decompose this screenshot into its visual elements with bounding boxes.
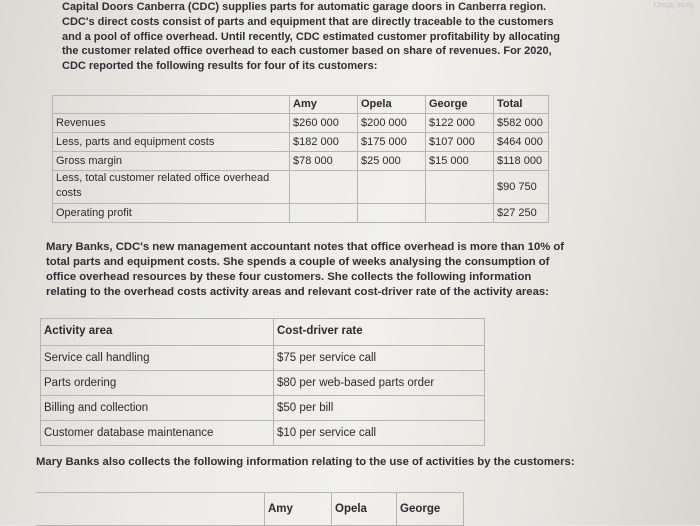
watermark: Chegg Study	[653, 2, 694, 9]
table-row	[41, 421, 485, 446]
table-cell	[426, 204, 494, 223]
activity-rate: $75 per service call	[274, 346, 485, 371]
header-opela: Opela	[332, 493, 397, 526]
table-cell	[358, 204, 426, 223]
header-opela: Opela	[358, 96, 426, 114]
activity-rate: $80 per web-based parts order	[274, 371, 485, 396]
analysis-paragraph: Mary Banks, CDC's new management accountant notes that office overhead is more than 10% of total parts and equipment costs. She spends a couple of weeks analysing the consumption of office overhead resources by these four customers. She collects the following information relating to the overhead costs activity areas and relevant cost-driver rate of the activity areas:	[46, 241, 565, 298]
table-cell: $260 000	[290, 114, 358, 133]
table-row	[53, 114, 549, 133]
table-cell: $90 750	[494, 171, 549, 204]
header-total: Total	[494, 96, 549, 114]
table-cell: $25 000	[358, 152, 426, 171]
row-label: Operating profit	[53, 204, 290, 223]
header-amy: Amy	[265, 493, 332, 526]
activity-table	[40, 318, 485, 446]
table-cell	[358, 171, 426, 204]
table-cell	[290, 171, 358, 204]
row-label: Revenues	[53, 114, 290, 133]
table-row	[41, 371, 485, 396]
table-row	[53, 204, 549, 223]
table-row	[53, 171, 549, 204]
activity-label: Parts ordering	[41, 371, 274, 396]
table-cell: $27 250	[494, 204, 549, 223]
activity-rate: $10 per service call	[274, 421, 485, 446]
activity-label: Customer database maintenance	[41, 421, 274, 446]
table-header-row	[36, 493, 464, 526]
table-row	[41, 396, 485, 421]
table-cell: $15 000	[426, 152, 494, 171]
table-cell: $182 000	[290, 133, 358, 152]
table-row	[53, 133, 549, 152]
table-cell: $175 000	[358, 133, 426, 152]
intro-paragraph: Capital Doors Canberra (CDC) supplies parts for automatic garage doors in Canberra region. CDC's direct costs consist of parts and equipment that are directly traceable to the customers and a pool of office overhead. Until recently, CDC estimated customer profitability by allocating the customer related office overhead to each customer based on share of revenues. For 2020, CDC reported the following results for four of its customers:	[62, 1, 560, 73]
activity-label: Service call handling	[41, 346, 274, 371]
table-cell: $464 000	[494, 133, 549, 152]
activity-label: Billing and collection	[41, 396, 274, 421]
table-header-row	[53, 96, 549, 114]
profitability-table	[52, 95, 549, 223]
header-cell	[36, 493, 265, 526]
row-label: Less, parts and equipment costs	[53, 133, 290, 152]
header-cost-driver-rate: Cost-driver rate	[274, 319, 485, 346]
header-george: George	[426, 96, 494, 114]
usage-intro-paragraph: Mary Banks also collects the following information relating to the use of activities by the customers:	[36, 456, 575, 468]
header-george: George	[397, 493, 464, 526]
table-cell: $118 000	[494, 152, 549, 171]
table-row	[53, 152, 549, 171]
row-label: Less, total customer related office overhead costs	[53, 171, 290, 204]
table-cell: $78 000	[290, 152, 358, 171]
activity-rate: $50 per bill	[274, 396, 485, 421]
row-label: Gross margin	[53, 152, 290, 171]
table-cell: $122 000	[426, 114, 494, 133]
table-cell: $107 000	[426, 133, 494, 152]
table-row	[41, 346, 485, 371]
header-cell	[53, 96, 290, 114]
table-cell: $582 000	[494, 114, 549, 133]
table-cell	[290, 204, 358, 223]
header-amy: Amy	[290, 96, 358, 114]
header-activity-area: Activity area	[41, 319, 274, 346]
table-header-row	[41, 319, 485, 346]
table-cell: $200 000	[358, 114, 426, 133]
usage-table	[36, 492, 464, 526]
table-cell	[426, 171, 494, 204]
